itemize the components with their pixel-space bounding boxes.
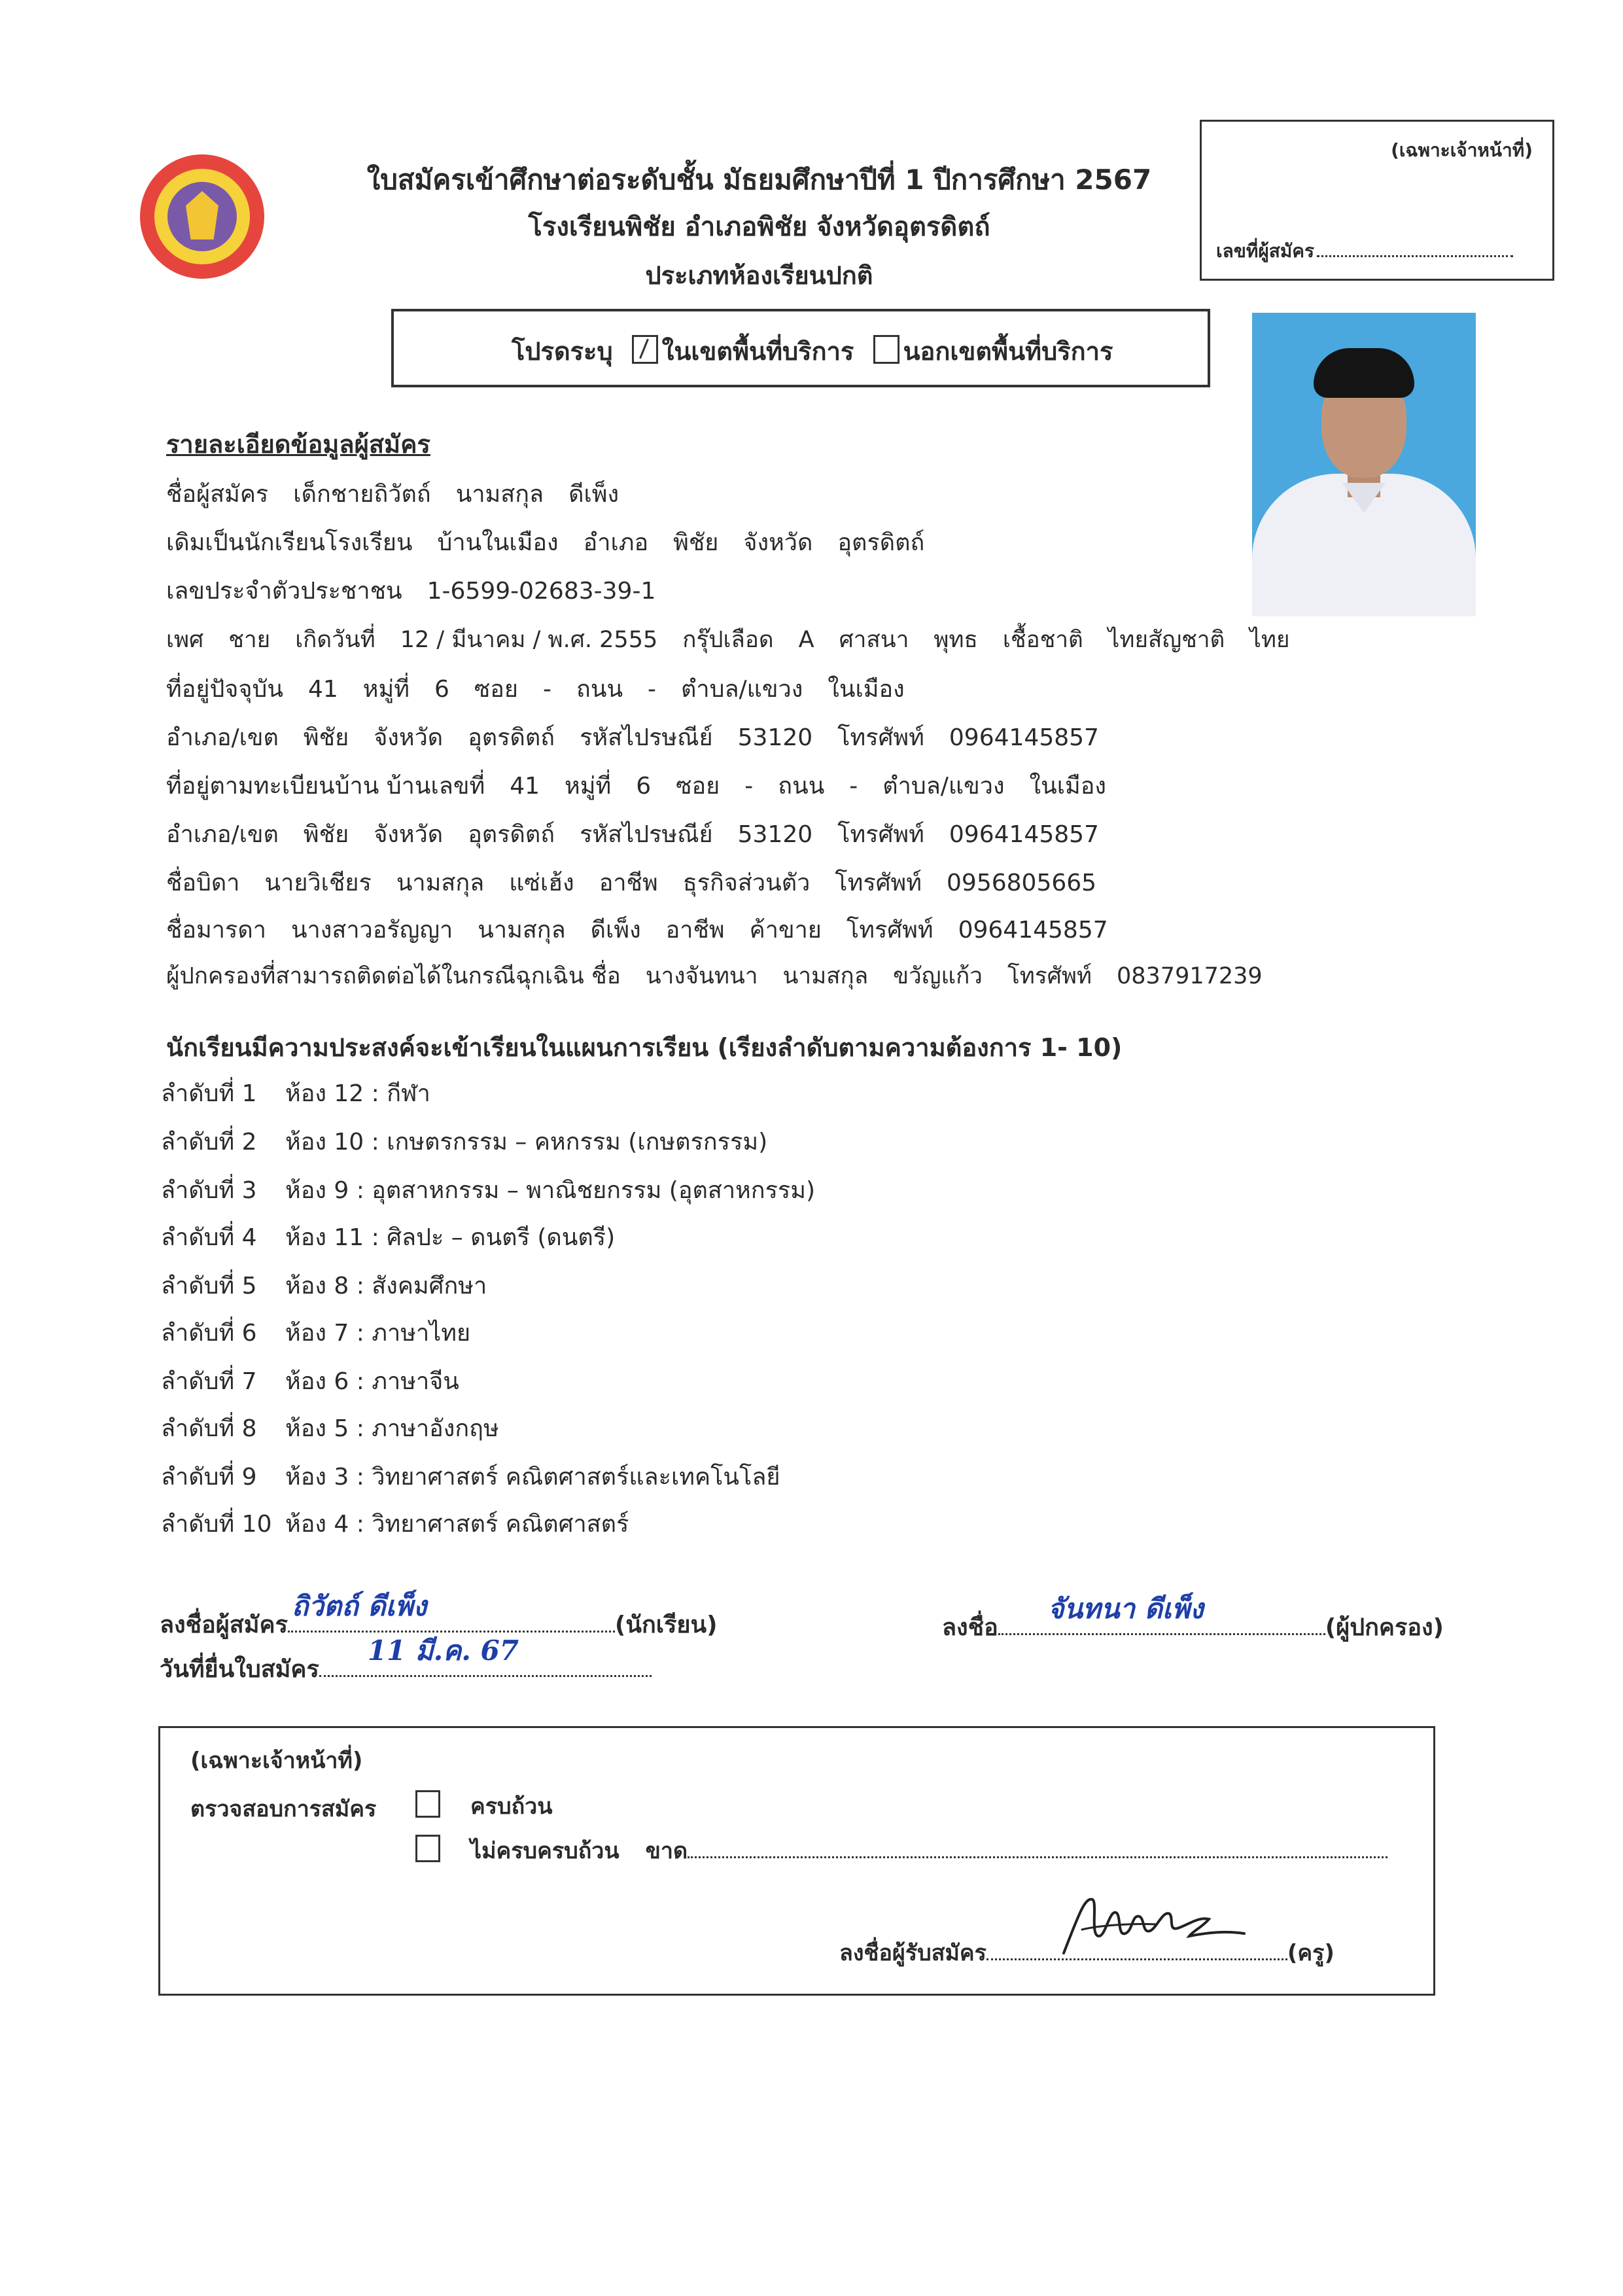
plan-rank: ลำดับที่ 4: [161, 1224, 257, 1251]
receiver-signature-suffix: (ครู): [1287, 1940, 1335, 1966]
district-label: อำเภอ: [583, 529, 649, 556]
mother-surname-label: นามสกุล: [478, 917, 566, 944]
father-label: ชื่อบิดา: [166, 870, 240, 896]
receiver-signature-label: ลงชื่อผู้รับสมัคร: [839, 1940, 986, 1966]
religion-label: ศาสนา: [839, 627, 909, 653]
plan-rank: ลำดับที่ 6: [161, 1320, 257, 1347]
soi-value: -: [543, 676, 552, 703]
plan-item: [161, 1409, 499, 1447]
guardian-surname-label: นามสกุล: [782, 963, 869, 989]
plan-room: ห้อง 4 : วิทยาศาสตร์ คณิตศาสตร์: [285, 1511, 629, 1538]
mother-occupation-label: อาชีพ: [665, 917, 725, 944]
plan-rank: ลำดับที่ 1: [161, 1080, 257, 1107]
out-area-checkbox[interactable]: [873, 335, 899, 364]
in-area-label: ในเขตพื้นที่บริการ: [661, 337, 854, 366]
blood-value: A: [798, 627, 814, 653]
road-label: ถนน: [576, 676, 623, 703]
plan-item: [161, 1505, 629, 1542]
mother-phone: 0964145857: [958, 917, 1108, 944]
postcode-value-2: 53120: [737, 821, 813, 848]
subdistrict-label: ตำบล/แขวง: [681, 676, 803, 703]
out-area-label: นอกเขตพื้นที่บริการ: [903, 337, 1113, 366]
guardian-label: ผู้ปกครองที่สามารถติดต่อได้ในกรณีฉุกเฉิน ชื่อ: [166, 963, 621, 989]
father-occupation: ธุรกิจส่วนตัว: [682, 870, 811, 896]
class-type: ประเภทห้องเรียนปกติ: [645, 261, 873, 290]
date-value: 11 มี.ค. 67: [367, 1634, 519, 1667]
plan-rank: ลำดับที่ 8: [161, 1415, 257, 1442]
plan-rank: ลำดับที่ 2: [161, 1129, 257, 1156]
mother-surname: ดีเพ็ง: [590, 917, 641, 944]
plan-room: ห้อง 5 : ภาษาอังกฤษ: [285, 1415, 499, 1442]
district-value: พิชัย: [673, 529, 719, 556]
blood-label: กรุ๊ปเลือด: [682, 627, 774, 653]
plan-item: [161, 1218, 615, 1256]
date-label: วันที่ยื่นใบสมัคร: [160, 1656, 319, 1683]
soi-label-2: ซอย: [676, 773, 720, 800]
plan-room: ห้อง 7 : ภาษาไทย: [285, 1320, 471, 1347]
row-name: [166, 475, 644, 512]
date-line: [160, 1634, 652, 1687]
incomplete-label: ไม่ครบครบถ้วน: [470, 1838, 620, 1864]
dob-label: เกิดวันที่: [295, 627, 375, 653]
moo-label-2: หมู่ที่: [565, 773, 612, 800]
subdistrict-label-2: ตำบล/แขวง: [882, 773, 1005, 800]
receiver-signature-field[interactable]: [986, 1958, 1287, 1960]
complete-label: ครบถ้วน: [470, 1793, 553, 1820]
form-title: ใบสมัครเข้าศึกษาต่อระดับชั้น มัธยมศึกษาปีที่ 1 ปีการศึกษา 2567: [366, 164, 1152, 196]
plan-item: [161, 1123, 767, 1160]
guardian-surname: ขวัญแก้ว: [893, 963, 983, 989]
row-father: [166, 864, 1121, 901]
road-value-2: -: [849, 773, 858, 800]
applicant-signature-suffix: (นักเรียน): [614, 1612, 718, 1638]
plan-room: ห้อง 12 : กีฬา: [285, 1080, 430, 1107]
plan-room: ห้อง 3 : วิทยาศาสตร์ คณิตศาสตร์และเทคโนโลยี: [285, 1464, 780, 1491]
plan-rank: ลำดับที่ 9: [161, 1464, 257, 1491]
province-label: จังหวัด: [743, 529, 813, 556]
plan-rank: ลำดับที่ 3: [161, 1177, 257, 1204]
subdistrict-value-2: ในเมือง: [1029, 773, 1106, 800]
applicant-number-label: เลขที่ผู้สมัคร: [1216, 240, 1315, 262]
soi-value-2: -: [744, 773, 754, 800]
service-area-prompt: โปรดระบุ: [512, 337, 613, 366]
service-area-box: [391, 309, 1210, 387]
applicant-signature: ถิวัตถ์ ดีเพ็ง: [291, 1590, 427, 1622]
province-value-3: อุตรดิตถ์: [468, 821, 555, 848]
dob-value: 12 / มีนาคม / พ.ศ. 2555: [400, 627, 658, 653]
plan-item: [161, 1314, 470, 1351]
row-address-2: [166, 718, 1124, 756]
plan-item: [161, 1458, 780, 1495]
check-application-label: ตรวจสอบการสมัคร: [190, 1796, 377, 1822]
photo-hair: [1314, 348, 1414, 398]
surname-label: นามสกุล: [455, 481, 544, 508]
row-guardian: [166, 958, 1287, 994]
plan-item: [161, 1171, 815, 1209]
sex-value: ชาย: [228, 627, 271, 653]
amphoe-label: อำเภอ/เขต: [166, 724, 279, 751]
plan-rank: ลำดับที่ 5: [161, 1273, 257, 1299]
officer-only-label-bottom: (เฉพาะเจ้าหน้าที่): [190, 1748, 363, 1774]
row-address: [166, 670, 930, 707]
phone-value-2: 0964145857: [949, 821, 1099, 848]
school-name: โรงเรียนพิชัย อำเภอพิชัย จังหวัดอุตรดิตถ์: [528, 212, 990, 242]
subdistrict-value: ในเมือง: [828, 676, 905, 703]
phone-label: โทรศัพท์: [837, 724, 924, 751]
religion-value: พุทธ: [934, 627, 978, 653]
receiver-signature-line: [839, 1935, 1335, 1970]
plan-room: ห้อง 11 : ศิลปะ – ดนตรี (ดนตรี): [285, 1224, 616, 1251]
race-value: ไทยสัญชาติ: [1108, 627, 1225, 653]
row-id: [166, 572, 680, 609]
complete-checkbox[interactable]: [415, 1790, 440, 1818]
surname-value: ดีเพ็ง: [568, 481, 620, 508]
father-phone: 0956805665: [947, 870, 1097, 896]
moo-label: หมู่ที่: [362, 676, 410, 703]
province-value-2: อุตรดิตถ์: [468, 724, 555, 751]
reg-address-no: 41: [510, 773, 540, 800]
guardian-signature-field[interactable]: [998, 1593, 1325, 1635]
officer-only-box-bottom: [158, 1726, 1435, 1996]
phone-value: 0964145857: [949, 724, 1099, 751]
guardian-signature-line: [942, 1593, 1444, 1646]
father-occupation-label: อาชีพ: [599, 870, 658, 896]
prev-school-value: บ้านในเมือง: [437, 529, 559, 556]
mother-occupation: ค้าขาย: [749, 917, 822, 944]
guardian-phone: 0837917239: [1117, 963, 1263, 989]
province-value: อุตรดิตถ์: [837, 529, 925, 556]
row-reg-address: [166, 767, 1131, 804]
postcode-label-2: รหัสไปรษณีย์: [580, 821, 713, 848]
mother-phone-label: โทรศัพท์: [846, 917, 934, 944]
sex-label: เพศ: [166, 627, 204, 653]
plan-room: ห้อง 6 : ภาษาจีน: [285, 1368, 459, 1395]
address-no: 41: [307, 676, 338, 703]
mother-name: นางสาวอรัญญา: [290, 917, 453, 944]
moo-value-2: 6: [636, 773, 652, 800]
date-field[interactable]: [319, 1634, 652, 1677]
road-value: -: [648, 676, 657, 703]
road-label-2: ถนน: [778, 773, 825, 800]
officer-only-label: (เฉพาะเจ้าหน้าที่): [1391, 139, 1533, 161]
father-phone-label: โทรศัพท์: [835, 870, 922, 896]
amphoe-label-2: อำเภอ/เขต: [166, 821, 279, 848]
row-prev-school: [166, 523, 949, 561]
row-mother: [166, 911, 1133, 948]
address-label: ที่อยู่ปัจจุบัน: [166, 676, 283, 703]
name-label: ชื่อผู้สมัคร: [166, 481, 269, 508]
incomplete-checkbox[interactable]: [415, 1835, 440, 1862]
plan-item: [161, 1267, 487, 1304]
plan-item: [161, 1362, 459, 1400]
province-label-3: จังหวัด: [374, 821, 444, 848]
id-value: 1-6599-02683-39-1: [427, 578, 656, 605]
father-surname-label: นามสกุล: [396, 870, 485, 896]
plan-rank: ลำดับที่ 7: [161, 1368, 257, 1395]
in-area-checkbox[interactable]: [632, 335, 658, 364]
nationality-value: ไทย: [1249, 627, 1290, 653]
service-area-options: [512, 331, 1113, 371]
postcode-label: รหัสไปรษณีย์: [580, 724, 713, 751]
reg-address-label: ที่อยู่ตามทะเบียนบ้าน บ้านเลขที่: [166, 773, 485, 800]
mother-label: ชื่อมารดา: [166, 917, 266, 944]
student-photo: [1252, 313, 1476, 616]
prev-school-label: เดิมเป็นนักเรียนโรงเรียน: [166, 529, 413, 556]
postcode-value: 53120: [737, 724, 813, 751]
father-surname: แซ่เฮ้ง: [509, 870, 574, 896]
guardian-name: นางจันทนา: [645, 963, 758, 989]
id-label: เลขประจำตัวประชาชน: [166, 578, 402, 605]
guardian-signature: จันทนา ดีเพ็ง: [1047, 1593, 1204, 1625]
phone-label-2: โทรศัพท์: [837, 821, 924, 848]
name-value: เด็กชายถิวัตถ์: [293, 481, 431, 508]
missing-label: ขาด: [645, 1838, 688, 1864]
plan-rank: ลำดับที่ 10: [161, 1511, 272, 1538]
guardian-signature-label: ลงชื่อ: [942, 1614, 998, 1641]
plan-room: ห้อง 8 : สังคมศึกษา: [285, 1273, 487, 1299]
amphoe-value: พิชัย: [303, 724, 349, 751]
race-label: เชื้อชาติ: [1002, 627, 1083, 653]
complete-option: [415, 1788, 553, 1824]
incomplete-option: [415, 1833, 1387, 1868]
receiver-signature: [1058, 1890, 1248, 1962]
applicant-signature-label: ลงชื่อผู้สมัคร: [160, 1612, 288, 1638]
guardian-phone-label: โทรศัพท์: [1007, 963, 1092, 989]
guardian-signature-suffix: (ผู้ปกครอง): [1325, 1614, 1444, 1641]
soi-label: ซอย: [474, 676, 519, 703]
moo-value: 6: [434, 676, 449, 703]
missing-field[interactable]: [688, 1856, 1387, 1858]
amphoe-value-2: พิชัย: [303, 821, 349, 848]
row-reg-address-2: [166, 815, 1124, 853]
plan-room: ห้อง 9 : อุตสาหกรรม – พาณิชยกรรม (อุตสาหกรรม): [285, 1177, 816, 1204]
plan-heading: นักเรียนมีความประสงค์จะเข้าเรียนในแผนการเรียน (เรียงลำดับตามความต้องการ 1- 10): [166, 1033, 1123, 1062]
plan-item: [161, 1074, 430, 1112]
province-label-2: จังหวัด: [374, 724, 444, 751]
plan-room: ห้อง 10 : เกษตรกรรม – คหกรรม (เกษตรกรรม): [285, 1129, 768, 1156]
row-personal: [166, 622, 1314, 658]
details-heading: รายละเอียดข้อมูลผู้สมัคร: [166, 430, 430, 459]
father-name: นายวิเชียร: [264, 870, 372, 896]
